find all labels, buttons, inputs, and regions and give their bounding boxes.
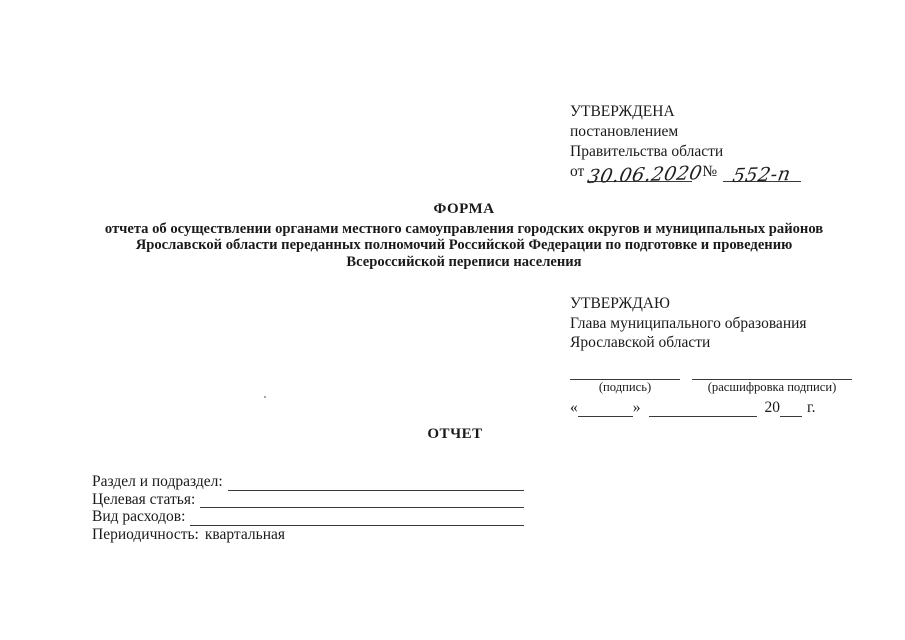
form-title-heading: ФОРМА xyxy=(433,201,495,217)
day-close-quote: » xyxy=(632,398,641,416)
approval-stamp-line2: постановлением xyxy=(570,123,679,140)
from-label: от xyxy=(570,163,585,180)
year-underline xyxy=(780,401,802,417)
approve-line2: Ярославской области xyxy=(570,334,711,351)
field-row-expense-type xyxy=(92,508,524,526)
handwritten-number: 552-п xyxy=(731,163,793,187)
number-underline xyxy=(723,163,801,187)
year-prefix: 20 xyxy=(764,398,780,416)
form-title-line3: Всероссийской переписи населения xyxy=(346,253,582,270)
day-underline xyxy=(578,401,633,417)
number-sign: № xyxy=(702,163,718,180)
field-label-expense-type: Вид расходов: xyxy=(92,508,186,525)
field-row-section xyxy=(92,473,524,491)
approval-stamp-block xyxy=(570,102,801,188)
approve-date-line xyxy=(570,398,852,418)
day-open-quote: « xyxy=(570,398,578,416)
signature-lines xyxy=(570,369,852,380)
form-title-block xyxy=(30,201,898,270)
approval-stamp-line3: Правительства области xyxy=(570,143,724,160)
approval-stamp-title: УТВЕРЖДЕНА xyxy=(570,103,675,120)
approve-heading: УТВЕРЖДАЮ xyxy=(570,295,670,312)
signature-caption: (подпись) xyxy=(598,379,652,394)
form-title-line1: отчета об осуществлении органами местного самоуправления городских округов и муниципальных районов xyxy=(104,220,824,237)
field-value-periodicity: квартальная xyxy=(204,525,286,543)
signature-underline xyxy=(570,369,680,380)
approve-line1: Глава муниципального образования xyxy=(570,314,807,332)
report-heading: ОТЧЕТ xyxy=(427,426,483,442)
field-underline-expense-type xyxy=(190,512,524,526)
field-label-periodicity: Периодичность: xyxy=(92,525,199,543)
date-underline xyxy=(585,162,705,188)
year-suffix: г. xyxy=(807,398,816,416)
scan-artifact-dot xyxy=(264,396,266,398)
report-fields-block xyxy=(92,473,524,543)
transcript-underline xyxy=(692,369,852,380)
approve-block xyxy=(570,294,852,417)
approval-stamp-date-line xyxy=(570,162,801,188)
month-underline xyxy=(649,401,757,417)
transcript-caption: (расшифровка подписи) xyxy=(707,379,837,394)
field-row-target-article xyxy=(92,491,524,509)
field-underline-section xyxy=(228,477,524,491)
field-underline-target-article xyxy=(200,494,524,508)
field-row-periodicity xyxy=(92,526,524,544)
field-label-target-article: Целевая статья: xyxy=(92,490,196,508)
form-title-line2: Ярославской области переданных полномочий Российской Федерации по подготовке и проведению xyxy=(135,237,793,253)
signature-captions xyxy=(570,380,852,395)
handwritten-date: 30.06.2020 xyxy=(585,162,705,188)
field-label-section: Раздел и подраздел: xyxy=(92,473,223,490)
